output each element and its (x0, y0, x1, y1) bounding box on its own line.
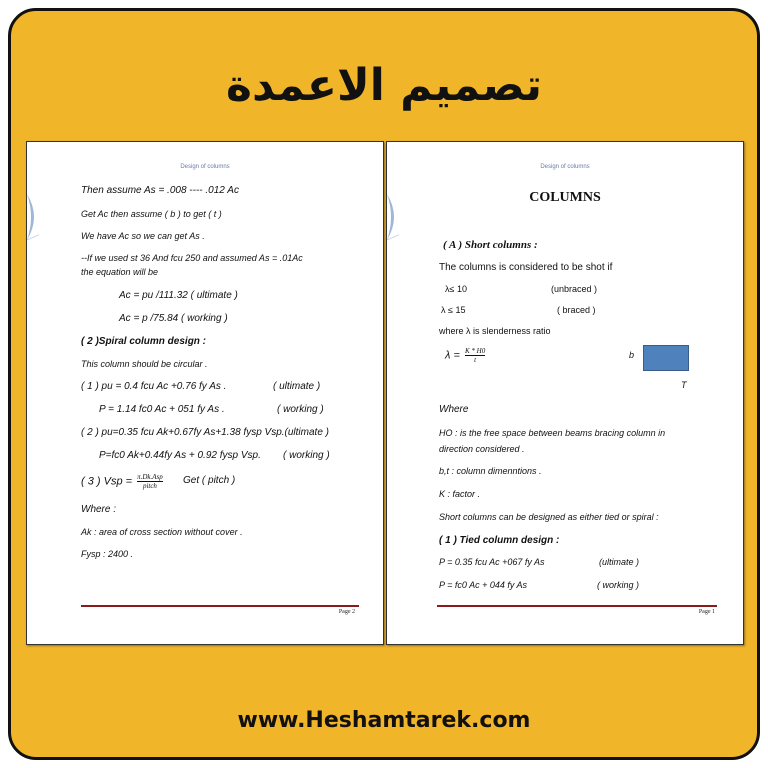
equation: P = fc0 Ac + 044 fy As (439, 580, 528, 590)
equation (445, 347, 487, 364)
text-line: Short columns can be designed as either tied or spiral : (439, 512, 659, 522)
section-heading: ( A ) Short columns : (443, 239, 538, 251)
text-line: --If we used st 36 And fcu 250 and assumed As = .01Ac (81, 253, 303, 263)
text-line: Fysp : 2400 . (81, 549, 134, 559)
equation: Ac = p /75.84 ( working ) (119, 313, 228, 324)
text-line: Where : (81, 504, 117, 515)
text-line: λ ≤ 15 (441, 305, 466, 315)
section-heading: ( 2 )Spiral column design : (81, 336, 207, 347)
equation-lhs: ( 3 ) Vsp = (81, 475, 133, 488)
page-number: Page 1 (698, 609, 715, 615)
page-header: Design of columns (180, 164, 230, 170)
diagram-label-b: b (629, 350, 635, 360)
text-line: the equation will be (81, 267, 159, 277)
page-number: Page 2 (338, 609, 355, 615)
equation-note: ( ultimate ) (273, 381, 321, 392)
footer-rule (437, 605, 717, 607)
text-line: HO : is the free space between beams bracing column in (439, 428, 666, 438)
text-line: Where (439, 404, 469, 415)
fraction-denominator: pitch (142, 482, 157, 490)
text-line: K : factor . (439, 489, 481, 499)
text-line: b,t : column dimenntions . (439, 466, 542, 476)
text-line: (unbraced ) (551, 284, 598, 294)
equation-lhs: λ = (445, 349, 460, 362)
fraction (465, 347, 485, 364)
equation-note: Get ( pitch ) (183, 475, 236, 486)
text-line: The columns is considered to be shot if (439, 262, 613, 273)
equation: ( 1 ) pu = 0.4 fcu Ac +0.76 fy As . (81, 381, 227, 392)
text-line: We have Ac so we can get As . (81, 231, 205, 241)
footer-rule (81, 605, 359, 607)
column-section-diagram (643, 345, 689, 371)
equation: ( 2 ) pu=0.35 fcu Ak+0.67fy As+1.38 fysp Vsp.(ultimate ) (81, 427, 329, 438)
equation (81, 473, 165, 490)
section-heading: ( 1 ) Tied column design : (439, 535, 560, 546)
equation-note: ( working ) (283, 450, 330, 461)
banner-title: تصميم الاعمدة (226, 60, 542, 111)
fraction-denominator: t (474, 356, 477, 364)
text-line: Get Ac then assume ( b ) to get ( t ) (81, 209, 222, 219)
text-line: Then assume As = .008 ---- .012 Ac (81, 185, 239, 196)
equation-note: ( working ) (597, 580, 640, 590)
text-line: λ≤ 10 (445, 284, 467, 294)
text-line: ( braced ) (557, 305, 596, 315)
website-url: www.Heshamtarek.com (237, 708, 531, 733)
text-line: where λ is slenderness ratio (439, 326, 551, 336)
equation: P = 0.35 fcu Ac +067 fy As (439, 557, 545, 567)
page-header: Design of columns (540, 164, 590, 170)
text-line: Ak : area of cross section without cover . (81, 527, 243, 537)
equation-note: (ultimate ) (599, 557, 640, 567)
equation: P = 1.14 fc0 Ac + 051 fy As . (99, 404, 225, 415)
fraction-numerator: K * H0 (464, 347, 486, 355)
page-decoration-icon (26, 194, 39, 240)
fraction (137, 473, 163, 490)
page-title: COLUMNS (529, 190, 601, 205)
document-page-left (26, 141, 384, 645)
text-line: This column should be circular . (81, 359, 208, 369)
equation-note: ( working ) (277, 404, 324, 415)
equation: Ac = pu /111.32 ( ultimate ) (119, 290, 238, 301)
document-page-right (386, 141, 744, 645)
equation: P=fc0 Ak+0.44fy As + 0.92 fysp Vsp. (99, 450, 261, 461)
diagram-label-t: T (681, 380, 687, 390)
text-line: direction considered . (439, 444, 525, 454)
fraction-numerator: π.Dk.Asp (137, 473, 163, 481)
